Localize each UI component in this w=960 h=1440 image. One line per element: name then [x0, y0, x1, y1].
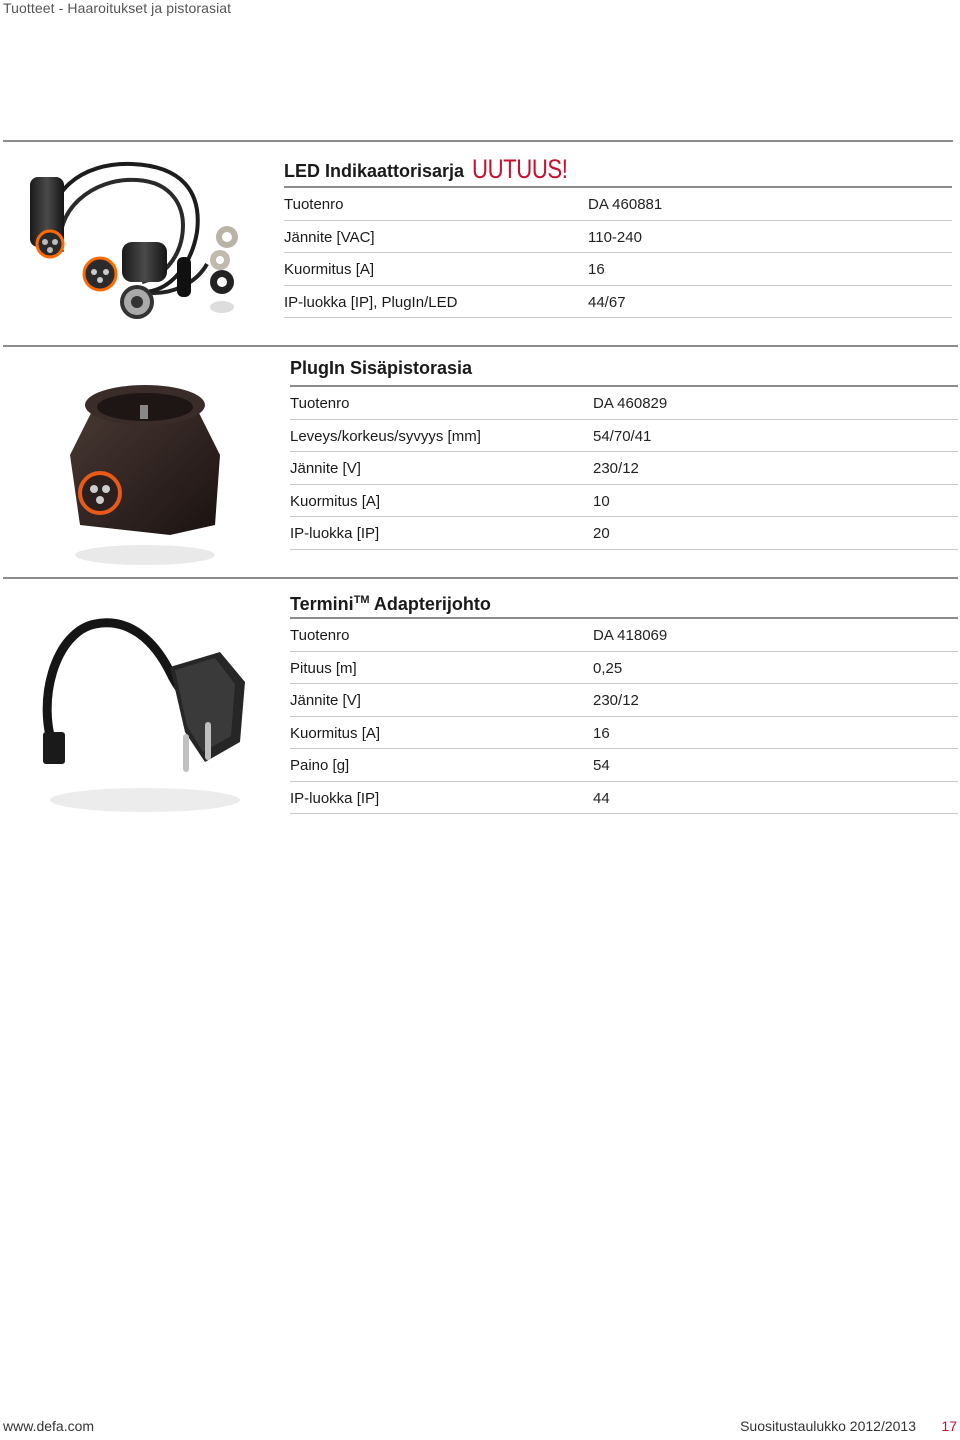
- spec-table-socket: [290, 347, 958, 550]
- footer-website-link[interactable]: www.defa.com: [3, 1418, 95, 1434]
- spec-label: IP-luokka [IP]: [290, 789, 380, 807]
- product-section-socket: [0, 345, 960, 580]
- spec-label: Tuotenro: [290, 395, 350, 412]
- spec-value: 16: [588, 261, 605, 278]
- spec-row: [290, 684, 958, 717]
- spec-value: DA 460881: [588, 196, 663, 213]
- product-title: [290, 579, 958, 619]
- product-title-text: Termini: [290, 594, 354, 614]
- spec-label: Tuotenro: [284, 196, 344, 213]
- led-indicator-kit-icon: [22, 152, 262, 342]
- page-footer: [0, 1418, 960, 1438]
- spec-row: [290, 782, 958, 815]
- spec-label: Tuotenro: [290, 627, 350, 644]
- spec-label: Jännite [VAC]: [284, 228, 375, 246]
- page-number: 17: [941, 1418, 957, 1434]
- adapter-cable-icon: [35, 612, 260, 822]
- spec-value: 230/12: [593, 692, 639, 709]
- spec-row: [284, 286, 952, 319]
- spec-value: 16: [593, 724, 610, 742]
- spec-row: [290, 420, 958, 453]
- spec-value: 0,25: [593, 659, 623, 677]
- spec-table-adapter: [290, 579, 958, 814]
- spec-value: 230/12: [593, 460, 639, 477]
- spec-label: Jännite [V]: [290, 692, 361, 709]
- spec-label: Jännite [V]: [290, 460, 361, 477]
- product-section-adapter: [0, 577, 960, 827]
- spec-value: 54: [593, 757, 610, 774]
- spec-row: [290, 485, 958, 518]
- section-divider: [3, 140, 953, 142]
- spec-row: [290, 619, 958, 652]
- spec-row: [290, 517, 958, 550]
- spec-row: [290, 387, 958, 420]
- product-title: PlugIn Sisäpistorasia: [290, 347, 958, 387]
- spec-label: Kuormitus [A]: [290, 492, 381, 510]
- product-title-text: LED Indikaattorisarja: [284, 161, 465, 181]
- spec-row: [284, 253, 952, 286]
- spec-value: DA 418069: [593, 627, 668, 644]
- product-title-suffix: Adapterijohto: [373, 594, 491, 614]
- spec-value: 20: [593, 525, 610, 542]
- spec-label: Kuormitus [A]: [284, 261, 375, 278]
- page-header-title: Tuotteet - Haaroitukset ja pistorasiat: [3, 0, 232, 16]
- new-badge: UUTUUS!: [472, 154, 568, 184]
- spec-row: [290, 452, 958, 485]
- spec-value: 44/67: [588, 293, 626, 311]
- spec-row: [290, 652, 958, 685]
- product-title: [284, 148, 952, 188]
- spec-value: 54/70/41: [593, 427, 652, 445]
- spec-label: Kuormitus [A]: [290, 724, 381, 742]
- spec-label: IP-luokka [IP], PlugIn/LED: [284, 293, 458, 311]
- trademark: TM: [353, 594, 370, 606]
- spec-label: Paino [g]: [290, 757, 350, 774]
- indoor-socket-icon: [60, 375, 230, 570]
- product-section-led: [0, 0, 960, 345]
- spec-label: Pituus [m]: [290, 659, 357, 677]
- spec-value: 44: [593, 789, 610, 807]
- spec-row: [290, 749, 958, 782]
- spec-value: 110-240: [588, 228, 642, 246]
- spec-label: IP-luokka [IP]: [290, 525, 380, 542]
- spec-row: [290, 717, 958, 750]
- spec-row: [284, 188, 952, 221]
- spec-row: [284, 221, 952, 254]
- spec-value: 10: [593, 492, 610, 510]
- footer-document-title: Suositustaulukko 2012/2013: [740, 1418, 916, 1434]
- spec-label: Leveys/korkeus/syvyys [mm]: [290, 427, 481, 445]
- spec-value: DA 460829: [593, 395, 668, 412]
- spec-table-led: [284, 148, 952, 318]
